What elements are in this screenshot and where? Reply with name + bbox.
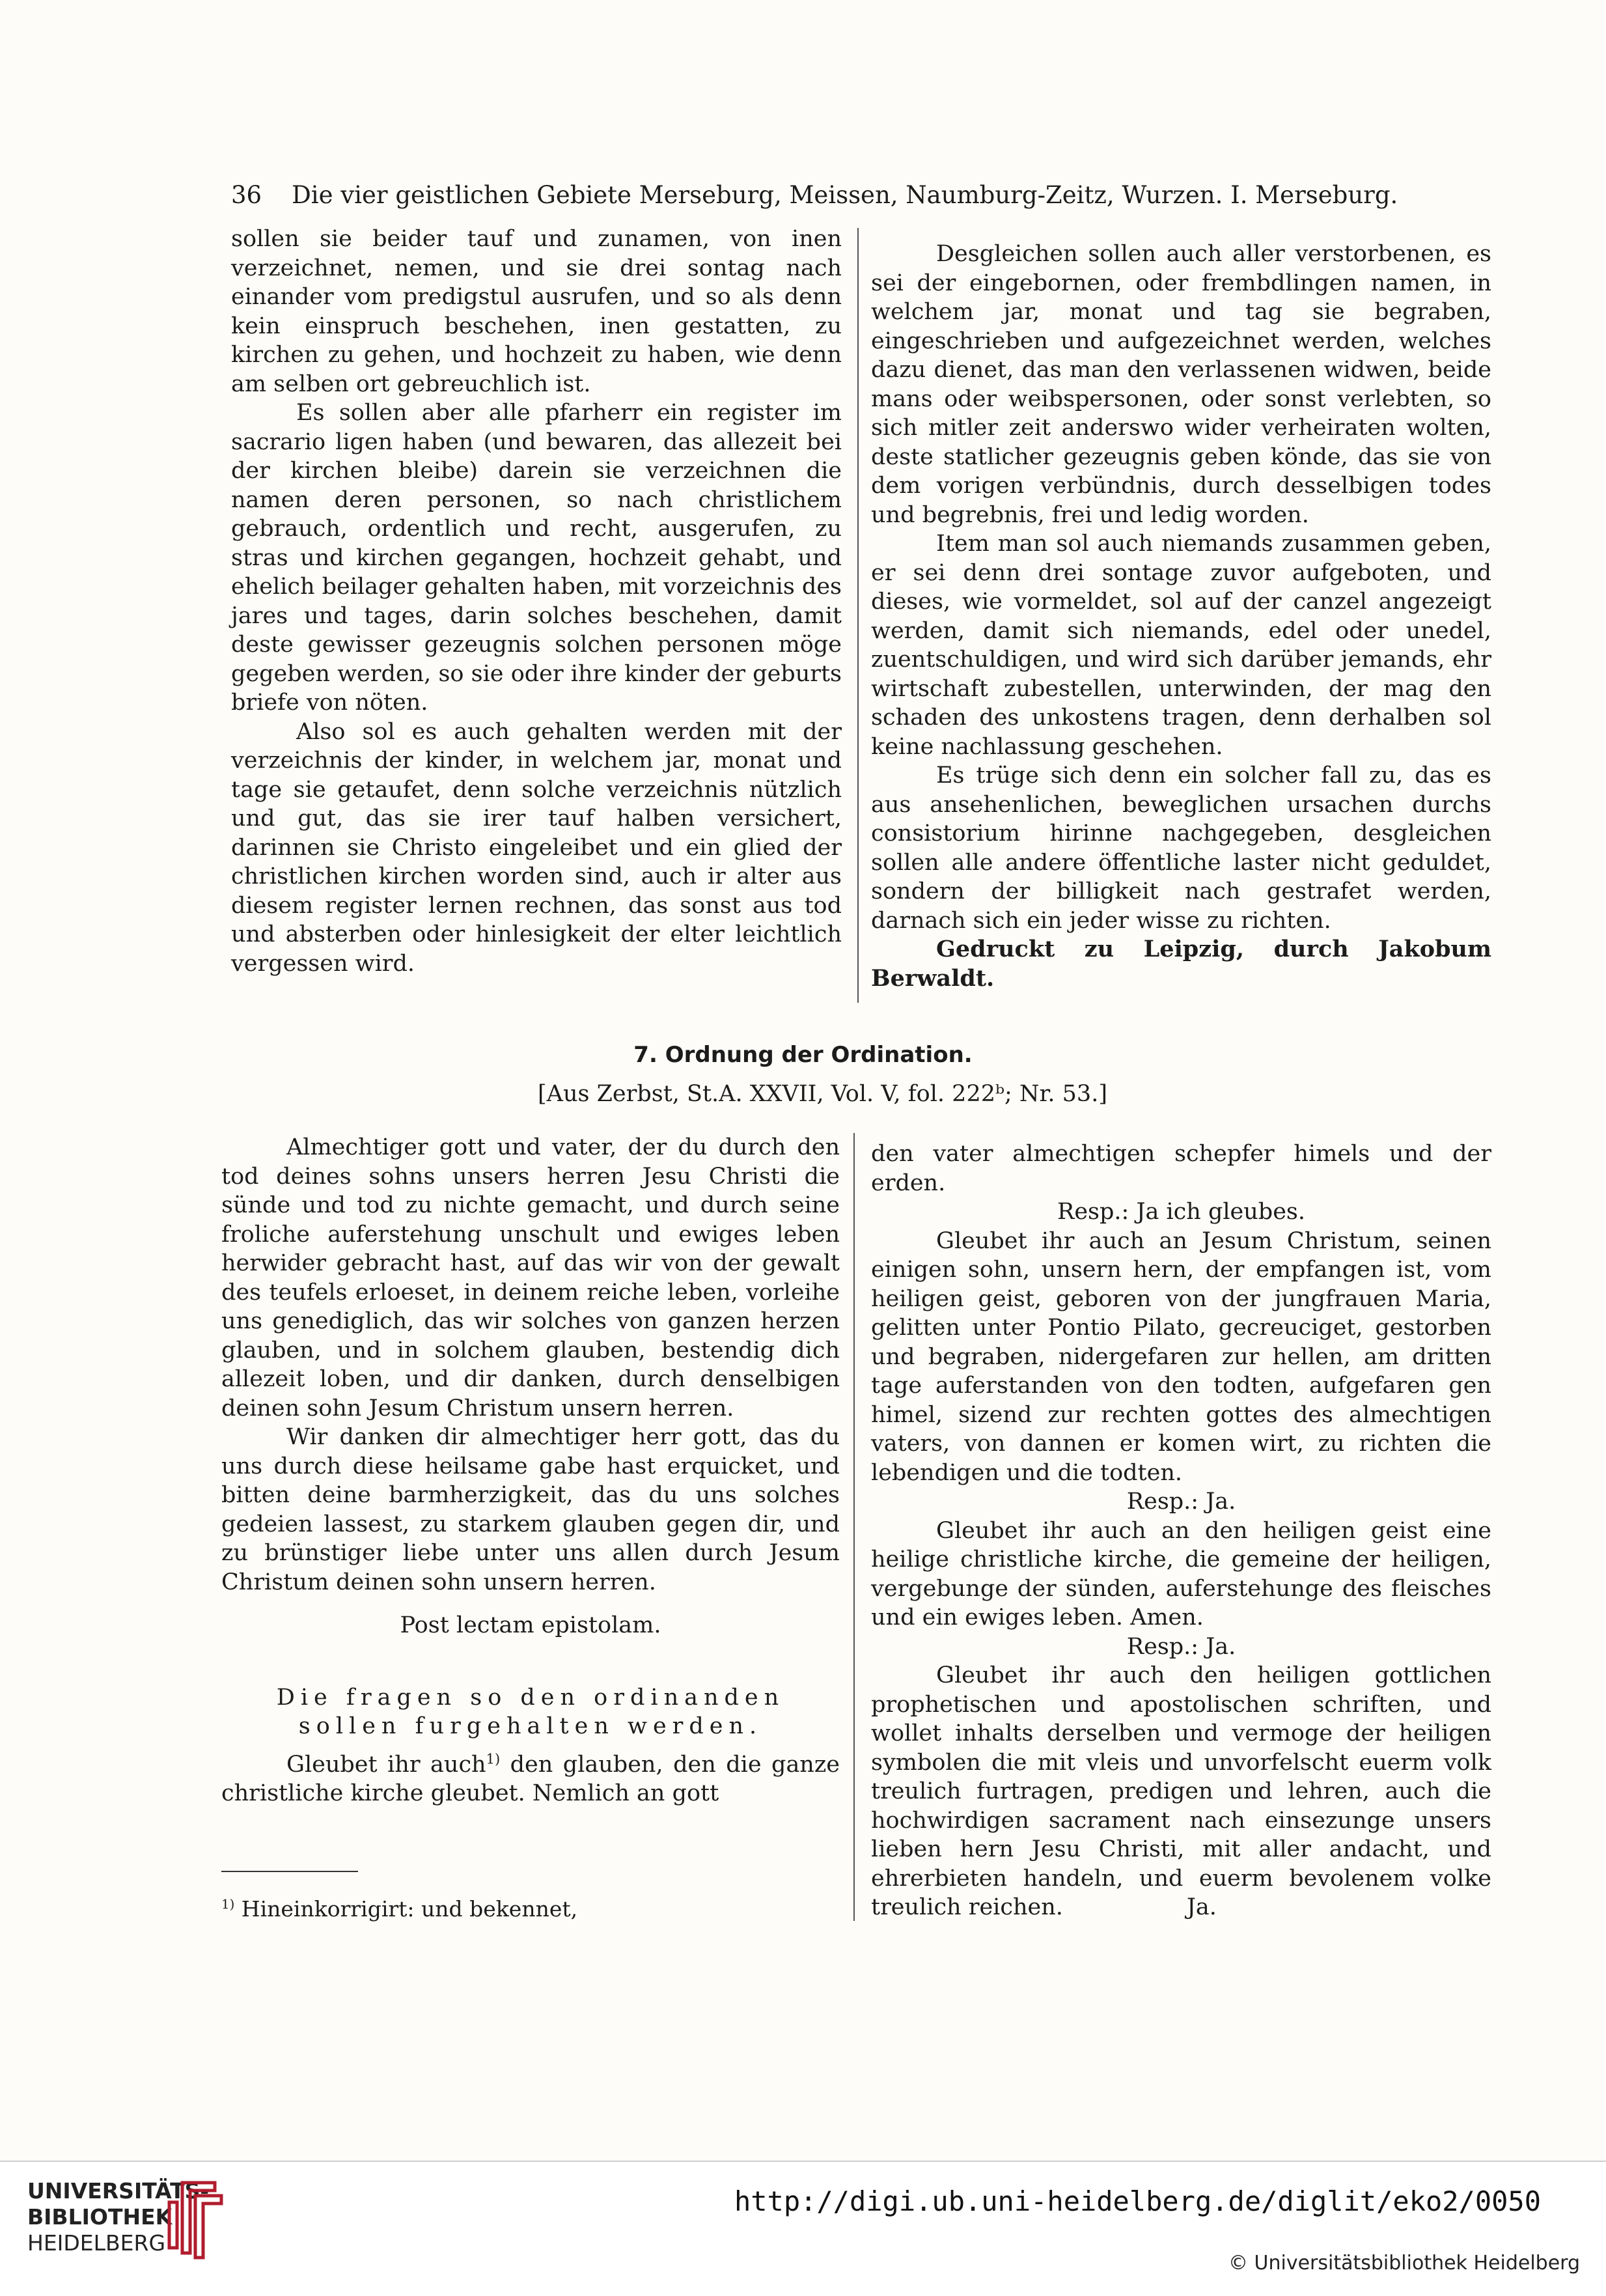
paragraph-text: den glauben, den die ganze christliche kirche gleubet. Nemlich an gott	[221, 1751, 840, 1806]
column-bottom-right	[871, 1140, 1491, 1922]
library-footer	[0, 2161, 1606, 2296]
response-inline: Ja.	[1186, 1894, 1217, 1920]
response: Resp.: Ja.	[1126, 1489, 1236, 1515]
page-number: 36	[231, 181, 262, 209]
section-source: [Aus Zerbst, St.A. XXVII, Vol. V, fol. 222ᵇ; Nr. 53.]	[538, 1081, 1107, 1107]
paragraph: sollen sie beider tauf und zunamen, von inen verzeichnet, nemen, und sie drei sontag nach einander vom predigstul ausrufen, und so als denn kein einspruch beschehen, inen gestatten, zu kirchen zu gehen, und hochzeit zu haben, wie denn am selben ort gebreuchlich ist.	[231, 226, 842, 397]
column-divider	[853, 1133, 855, 1921]
logo-line: UNIVERSITÄTS-	[27, 2178, 210, 2204]
library-logo-icon	[163, 2176, 228, 2261]
paragraph-text: Gleubet ihr auch den heiligen gottlichen prophetischen und apostolischen schriften, und wollet inhalts derselben und vermoge der heiligen symbolen die mit vleis und unvorfelscht euerm volk treulich furtragen, predigen und lehren, auch die hochwirdigen sacrament nach einsezunge unsers lieben hern Jesu Christi, mit aller andacht, und ehrerbieten handeln, und euerm bevolenem volke treulich reichen.	[871, 1662, 1491, 1920]
paragraph: Wir danken dir almechtiger herr gott, das du uns durch diese heilsame gabe hast erquicket, und bitten deine barmherzigkeit, das du uns solches gedeien lassest, zu starkem glauben gegen dir, und zu brünstiger liebe unter uns allen durch Jesum Christum deinen sohn unsern herren.	[221, 1424, 840, 1595]
column-divider	[857, 228, 859, 1003]
response: Resp.: Ja.	[1126, 1633, 1236, 1660]
footnote-text: Hineinkorrigirt: und bekennet,	[234, 1896, 578, 1922]
column-top-right	[871, 240, 1491, 993]
footnote-rule	[221, 1871, 358, 1872]
paragraph: den vater almechtigen schepfer himels und der erden.	[871, 1141, 1491, 1196]
colophon: Gedruckt zu Leipzig, durch Jakobum Berwaldt.	[871, 936, 1491, 992]
rubric: Post lectam epistolam.	[400, 1612, 661, 1638]
section-title: 7. Ordnung der Ordination.	[633, 1042, 973, 1068]
footnote-marker: 1)	[486, 1750, 501, 1767]
response: Resp.: Ja ich gleubes.	[1057, 1199, 1306, 1225]
running-title: Die vier geistlichen Gebiete Merseburg, Meissen, Naumburg-Zeitz, Wurzen. I. Merseburg.	[292, 181, 1398, 209]
permalink[interactable]: http://digi.ub.uni-heidelberg.de/diglit/eko2/0050	[734, 2185, 1541, 2217]
paragraph	[871, 1661, 1491, 1922]
paragraph-text: Gleubet ihr auch	[286, 1751, 486, 1778]
copyright-notice: © Universitätsbibliothek Heidelberg	[1228, 2252, 1580, 2275]
column-bottom-left	[221, 1133, 840, 1808]
paragraph: Desgleichen sollen auch aller verstorbenen, es sei der eingebornen, oder frembdlingen namen, in welchem jar, monat und tag sie begraben, eingeschrieben und aufgezeichnet werden, welches dazu dienet, das man den verlassenen widwen, beide mans oder weibspersonen, oder sonst verlebten, so sich mitler zeit anderswo wider verheiraten wolten, deste statlicher gezeugnis geben könde, das sie von dem vorigen verbündnis, durch desselbigen todes und begrebnis, frei und ledig worden.	[871, 241, 1491, 528]
logo-line: BIBLIOTHEK	[27, 2204, 173, 2230]
paragraph: Es sollen aber alle pfarherr ein register im sacrario ligen haben (und bewaren, das allezeit bei der kirchen bleibe) darein sie verzeichnen die namen deren personen, so nach christlichem gebrauch, ordentlich und recht, ausgerufen, zu stras und kirchen gegangen, hochzeit gehabt, und ehelich beilager gehalten haben, mit vorzeichnis des jares und tages, darin solches beschehen, damit deste gewisser gezeugnis solchen personen möge gegeben werden, so sie oder ihre kinder der geburts briefe von nöten.	[231, 400, 842, 716]
paragraph: Also sol es auch gehalten werden mit der verzeichnis der kinder, in welchem jar, monat und tage sie getaufet, denn solche verzeichnis nützlich und gut, das sie irer tauf halben versichert, darinnen sie Christo eingeleibet und ein glied der christlichen kirchen worden sind, auch ir alter aus diesem register lernen rechnen, das sonst aus tod und absterben oder hinlesigkeit der elter leichtlich vergessen wird.	[231, 718, 842, 977]
paragraph: Es trüge sich denn ein solcher fall zu, das es aus ansehenlichen, beweglichen ursachen durchs consistorium hirinne nachgegeben, desgleichen sollen alle andere öffentliche laster nicht geduldet, sondern der billigkeit nach gestrafet werden, darnach sich ein jeder wisse zu richten.	[871, 763, 1491, 934]
running-header	[231, 181, 1398, 209]
paragraph	[221, 1750, 840, 1808]
paragraph: Almechtiger gott und vater, der du durch den tod deines sohns unsers herren Jesu Christi die sünde und tod zu nichte gemacht, und durch seine froliche auferstehung unschult und ewiges leben herwider gebracht hast, auf das wir von der gewalt des teufels erloeset, in deinem reiche leben, vorleihe uns genediglich, das wir solches von ganzen herzen glauben, und in solchem glauben, bestendig dich allezeit loben, und dir danken, durch denselbigen deinen sohn Jesum Christum unsern herren.	[221, 1134, 840, 1421]
footnote-marker: 1)	[221, 1897, 235, 1912]
paragraph: Gleubet ihr auch an Jesum Christum, seinen einigen sohn, unsern hern, der empfangen ist, vom heiligen geist, geboren von der jungfrauen Maria, gelitten unter Pontio Pilato, gecreuciget, gestorben und begraben, nidergefaren zur hellen, am dritten tage auferstanden von den todten, aufgefaren gen himel, sizend zur rechten gottes des almechtigen vaters, von dannen er komen wirt, zu richten die lebendigen und die todten.	[871, 1227, 1491, 1486]
questions-heading: Die fragen so den ordinanden sollen furgehalten werden.	[276, 1684, 785, 1739]
logo-line: HEIDELBERG	[27, 2230, 166, 2256]
paragraph: Gleubet ihr auch an den heiligen geist eine heilige christliche kirche, die gemeine der heiligen, vergebunge der sünden, auferstehunge des fleisches und ein ewiges leben. Amen.	[871, 1517, 1491, 1631]
column-top-left	[231, 225, 842, 978]
paragraph: Item man sol auch niemands zusammen geben, er sei denn drei sontage zuvor aufgeboten, und dieses, wie vormeldet, sol auf der canzel angezeigt werden, damit sich niemands, edel oder unedel, zuentschuldigen, und wird sich darüber jemands, ehr wirtschaft zubestellen, unterwinden, der mag den schaden des unkostens tragen, denn derhalben sol keine nachlassung geschehen.	[871, 531, 1491, 760]
footnote	[221, 1896, 577, 1922]
